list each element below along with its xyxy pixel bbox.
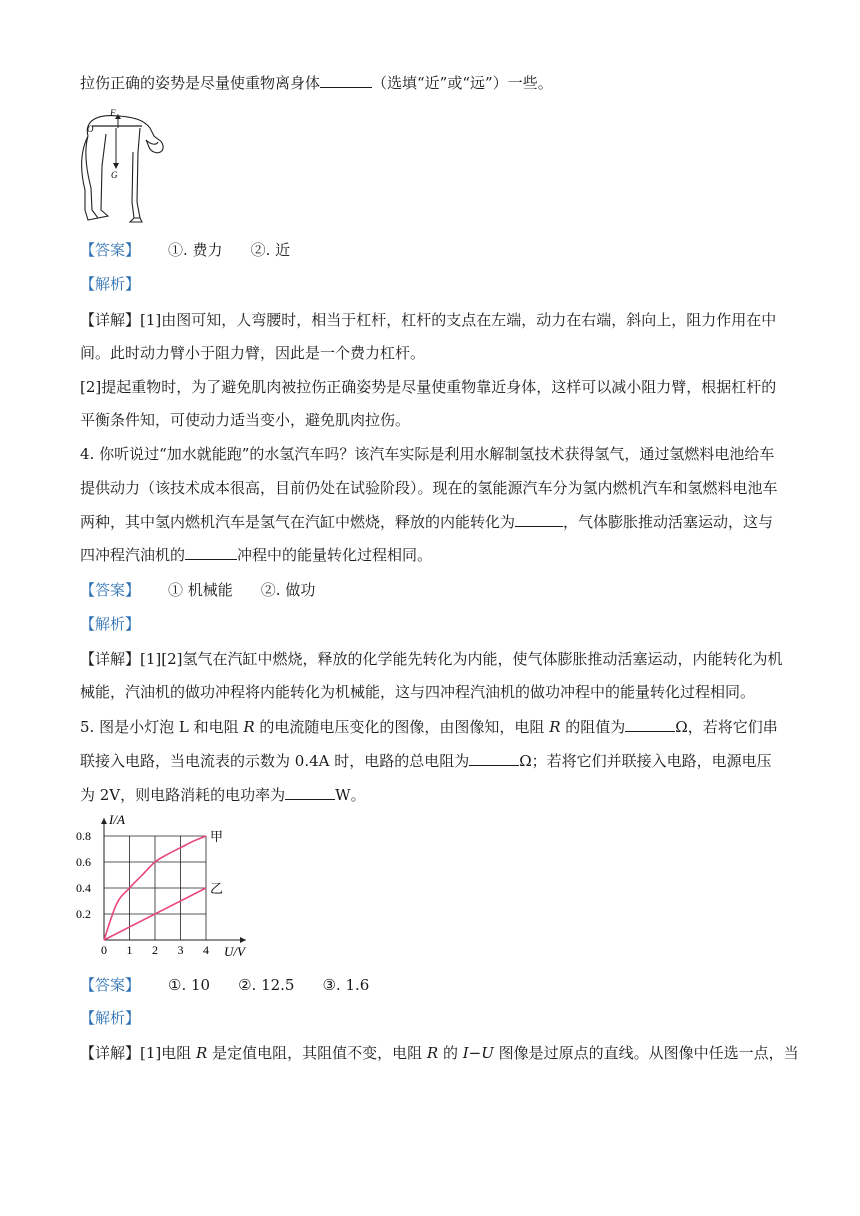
q5-text: 为 2V，则电路消耗的电功率为 [80,786,286,804]
x-axis-arrow [240,937,246,943]
q5-line-3 [80,785,780,805]
detail-4-line-2: 械能，汽油机的做功冲程将内能转化为机械能，这与四冲程汽油机的做功冲程中的能量转化过程相同。 [80,683,756,701]
answer-item: ②. 12.5 [238,976,295,994]
q5-text: W。 [335,786,366,804]
answer-item: ①. 10 [168,976,211,994]
q5-line-2 [80,751,780,771]
y-tick-label: 0.4 [76,881,91,895]
detail-text: [1]由图可知，人弯腰时，相当于杠杆，杠杆的支点在左端，动力在右端，斜向上，阻力作用在中 [140,311,777,329]
series-label-yi: 乙 [210,881,224,896]
detail-text: [1]电阻 [140,1044,197,1062]
x-tick-label: 4 [203,943,209,957]
q4-text-end: ，气体膨胀推动活塞运动，这与 [563,513,774,531]
detail-3-line-1 [80,310,780,330]
answer-row-3 [80,240,780,260]
answer-blank [320,73,372,88]
detail-5-line-1 [80,1043,799,1063]
y-tick-label: 0.6 [76,855,91,869]
y-tick-label: 0.8 [76,829,91,843]
detail-tag: 【详解】 [80,1044,141,1062]
q3-tail-text-end: （选填“近”或“远”）一些。 [372,74,553,92]
var-iu: I−U [462,1044,494,1062]
detail-3-line-2: 间。此时动力臂小于阻力臂，因此是一个费力杠杆。 [80,344,426,362]
q5-text: Ω；若将它们并联接入电路，电源电压 [519,752,772,770]
chart-series [104,829,223,940]
detail-tag: 【详解】 [80,650,141,668]
answer-tag: 【答案】 [80,241,141,259]
q5-text: 联接入电路，当电流表的示数为 0.4A 时，电路的总电阻为 [80,752,470,770]
q4-line-2: 提供动力（该技术成本很高，目前仍处在试验阶段）。现在的氢能源汽车分为氢内燃机汽车和氢燃料电池车 [80,479,778,497]
detail-text: 的 [438,1044,463,1062]
answer-item: ①. 费力 [168,241,223,259]
answer-blank [625,717,675,732]
iu-chart [72,812,262,964]
x-tick-label: 0 [101,943,107,957]
answer-row-5 [80,975,780,995]
answer-blank [185,545,237,560]
chart-grid [104,836,206,940]
answer-tag: 【答案】 [80,581,141,599]
q4-text: 四冲程汽油机的 [80,546,186,564]
detail-tag: 【详解】 [80,311,141,329]
answer-tag: 【答案】 [80,976,141,994]
x-tick-label: 2 [152,943,158,957]
q4-text-end: 冲程中的能量转化过程相同。 [237,546,433,564]
answer-row-4 [80,580,780,600]
answer-blank [515,512,563,527]
lever-body-figure [78,106,168,226]
label-o: O [87,124,94,134]
answer-blank [285,785,335,800]
q3-tail-text: 拉伤正确的姿势是尽量使重物离身体 [80,74,321,92]
q4-line-4 [80,545,780,565]
y-axis-arrow [101,818,107,824]
var-r: R [243,718,255,736]
detail-4-line-1 [80,649,783,669]
q5-text: 5. 图是小灯泡 L 和电阻 [80,718,244,736]
var-r: R [549,718,561,736]
q5-text: Ω，若将它们串 [675,718,778,736]
q4-line-3 [80,512,780,532]
answer-item: ②. 近 [250,241,291,259]
q5-text: 的电流随电压变化的图像，由图像知，电阻 [254,718,550,736]
series-label-jia: 甲 [210,829,224,844]
analysis-tag-3: 【解析】 [80,275,141,293]
chart-axes [101,812,247,959]
var-r: R [426,1044,439,1062]
x-tick-label: 3 [177,943,184,957]
answer-blank [469,751,519,766]
x-axis-label: U/V [224,944,245,959]
q4-line-1: 4. 你听说过“加水就能跑”的水氢汽车吗？该汽车实际是利用水解制氢技术获得氢气，通过氢燃料电池给车 [80,445,775,463]
var-r: R [196,1044,208,1062]
label-f: F [110,108,116,118]
label-g: G [111,170,118,180]
x-tick-label: 1 [126,943,133,957]
detail-3-line-3: [2]提起重物时，为了避免肌肉被拉伤正确姿势是尽量使重物靠近身体，这样可以减小阻力臂，根据杠杆的 [80,378,777,396]
detail-text: 图像是过原点的直线。从图像中任选一点，当 [493,1044,799,1062]
answer-item: ① 机械能 [168,581,233,599]
detail-3-line-4: 平衡条件知，可使动力适当变小，避免肌肉拉伤。 [80,411,411,429]
analysis-tag-4: 【解析】 [80,615,141,633]
q5-text: 的阻值为 [560,718,626,736]
y-tick-label: 0.2 [76,907,91,921]
detail-text: 是定值电阻，其阻值不变，电阻 [207,1044,427,1062]
answer-item: ②. 做功 [260,581,316,599]
analysis-tag-5: 【解析】 [80,1009,141,1027]
q4-text: 两种，其中氢内燃机汽车是氢气在汽缸中燃烧，释放的内能转化为 [80,513,516,531]
q5-line-1 [80,717,780,737]
chart-ticks [76,829,209,957]
answer-item: ③. 1.6 [322,976,370,994]
y-axis-label: I/A [109,812,125,827]
q3-tail-line [80,73,780,93]
detail-text: [1][2]氢气在汽缸中燃烧，释放的化学能先转化为内能，使气体膨胀推动活塞运动，内能转化为机 [140,650,783,668]
